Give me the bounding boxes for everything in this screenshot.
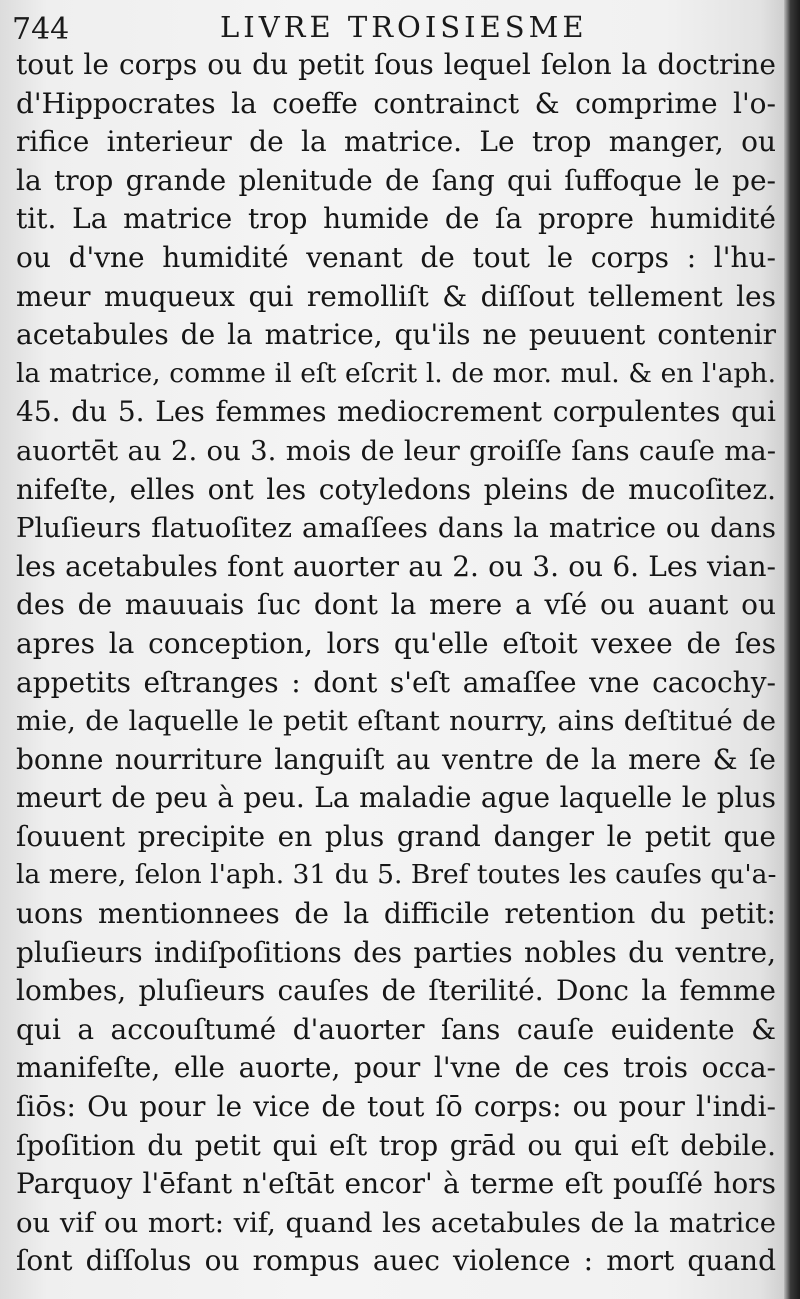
text-line: ou d'vne humidité venant de tout le corps : l'hu- <box>16 240 776 274</box>
text-line: meurt de peu à peu. La maladie ague laquelle le plus <box>16 781 776 815</box>
text-line: des de mauuais ſuc dont la mere a vſé ou auant ou <box>16 588 776 622</box>
text-line: les acetabules font auorter au 2. ou 3. ou 6. Les vian- <box>16 549 776 583</box>
text-line: auortēt au 2. ou 3. mois de leur groiſſe ſans cauſe ma- <box>16 434 776 467</box>
page-header <box>10 4 770 47</box>
text-line: 45. du 5. Les femmes mediocrement corpulentes qui <box>16 395 776 429</box>
text-line: ſpoſition du petit qui eſt trop grād ou qui eſt debile. <box>16 1128 776 1162</box>
text-line: d'Hippocrates la coeffe contrainct & comprime l'o- <box>16 86 776 120</box>
running-head: LIVRE TROISIESME <box>220 10 588 44</box>
text-line: ſiōs: Ou pour le vice de tout ſō corps: ou pour l'indi- <box>16 1090 776 1124</box>
text-line: ſont diſſolus ou rompus auec violence : mort quand <box>16 1244 776 1278</box>
text-line: nifeſte, elles ont les cotyledons pleins de mucoſitez. <box>16 472 776 506</box>
text-line: Pluſieurs flatuoſitez amaſſees dans la matrice ou dans <box>16 512 776 545</box>
text-line: apres la conception, lors qu'elle eſtoit vexee de ſes <box>16 626 776 660</box>
text-line: uons mentionnees de la difficile retention du petit: <box>16 897 776 931</box>
text-line: tit. La matrice trop humide de ſa propre humidité <box>16 202 776 236</box>
text-line: ou vif ou mort: vif, quand les acetabules de la matrice <box>16 1206 776 1239</box>
text-line: ſouuent precipite en plus grand danger le petit que <box>16 819 776 853</box>
text-line: appetits eſtranges : dont s'eſt amaſſee vne cacochy- <box>16 665 776 699</box>
text-line: meur muqueux qui remolliſt & diſſout tellement les <box>16 279 776 313</box>
text-line: mie, de laquelle le petit eſtant nourry, ains deſtitué de <box>16 705 776 738</box>
text-line: la mere, ſelon l'aph. 31 du 5. Bref toutes les cauſes qu'a- <box>16 859 777 891</box>
text-line: la trop grande plenitude de ſang qui ſuffoque le pe- <box>16 163 776 197</box>
text-line: tout le corps ou du petit ſous lequel ſelon la doctrine <box>16 48 776 81</box>
body-text <box>16 46 776 1281</box>
text-line: la matrice, comme il eſt eſcrit l. de mor. mul. & en l'aph. <box>16 357 776 389</box>
text-line: manifeſte, elle auorte, pour l'vne de ces trois occa- <box>16 1051 776 1085</box>
text-line: qui a accouſtumé d'auorter ſans cauſe euidente & <box>16 1012 776 1046</box>
text-line: lombes, pluſieurs cauſes de ſterilité. Donc la femme <box>16 974 776 1008</box>
page-edge-shadow <box>784 0 800 1299</box>
page-number: 744 <box>12 12 70 47</box>
text-line: pluſieurs indiſpoſitions des parties nobles du ventre, <box>16 935 776 969</box>
text-line: rifice interieur de la matrice. Le trop manger, ou <box>16 125 776 159</box>
text-line: bonne nourriture languiſt au ventre de la mere & ſe <box>16 742 776 776</box>
text-line: acetabules de la matrice, qu'ils ne peuuent contenir <box>16 318 776 352</box>
text-line: Parquoy l'ēfant n'eſtāt encor' à terme eſt pouſſé hors <box>16 1167 776 1201</box>
